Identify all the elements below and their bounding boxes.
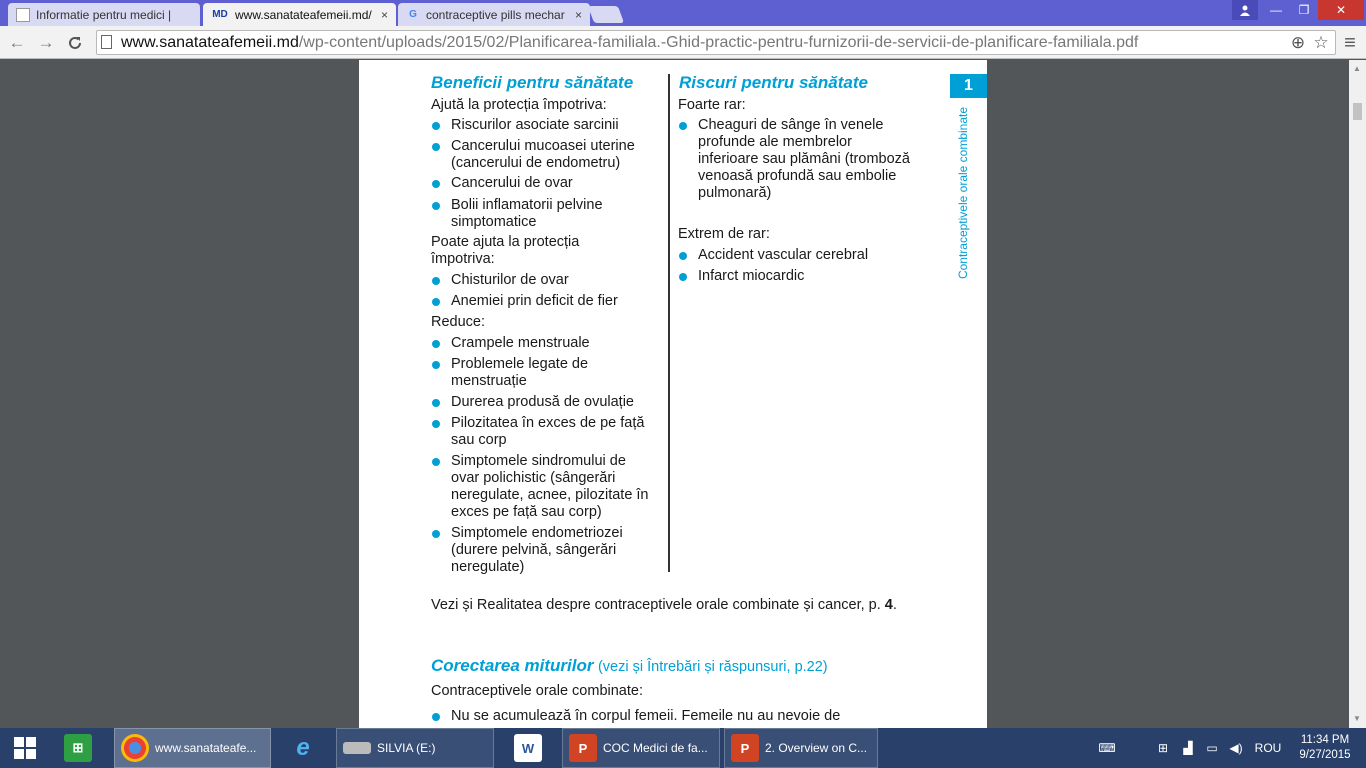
myths-intro: Contraceptivele orale combinate: — [431, 683, 643, 699]
list-item: Infarct miocardic — [698, 268, 805, 284]
bullet-icon — [679, 252, 687, 260]
taskbar-powerpoint-1[interactable] — [562, 728, 720, 768]
google-favicon-icon: G — [409, 9, 417, 20]
zoom-icon[interactable]: ⊕ — [1290, 33, 1306, 52]
signal-icon[interactable]: ▟ — [1183, 741, 1193, 755]
list-item: Pilozitatea în exces de pe față sau corp — [451, 415, 645, 448]
address-bar[interactable] — [96, 30, 1336, 55]
list-item: Riscurilor asociate sarcinii — [451, 117, 619, 133]
list-item: Cancerului mucoasei uterine (cancerului de endometru) — [451, 138, 635, 171]
close-tab-icon[interactable]: × — [574, 7, 582, 22]
benefits-intro: Ajută la protecția împotriva: — [431, 97, 607, 113]
bullet-icon — [679, 122, 687, 130]
address-domain: www.sanatateafemeii.md — [121, 33, 299, 51]
tab-sanatateafemeii[interactable] — [203, 3, 396, 26]
scroll-down-icon[interactable]: ▼ — [1353, 714, 1361, 723]
language-indicator[interactable]: ROU — [1254, 741, 1282, 755]
powerpoint-icon: P — [731, 734, 759, 762]
bullet-icon — [432, 713, 440, 721]
taskbar-drive[interactable] — [336, 728, 494, 768]
see-also-text: Vezi și Realitatea despre contraceptivele orale combinate și cancer, p. — [431, 597, 881, 613]
start-button[interactable] — [8, 728, 42, 768]
clock-time: 11:34 PM — [1300, 734, 1350, 746]
bullet-icon — [432, 180, 440, 188]
back-arrow-icon[interactable]: ← — [8, 33, 26, 52]
chrome-icon — [121, 734, 149, 762]
list-item: Durerea produsă de ovulație — [451, 394, 634, 410]
list-item: Cheaguri de sânge în venele profunde ale membrelor inferioare sau plămâni (tromboză venoasă profundă sau embolie pulmonară) — [698, 117, 910, 201]
see-also-page: 4 — [884, 597, 893, 613]
user-icon[interactable] — [1232, 0, 1258, 20]
volume-icon[interactable]: ◀) — [1229, 741, 1243, 755]
bullet-icon — [432, 420, 440, 428]
reload-icon[interactable] — [64, 32, 86, 54]
powerpoint-icon: P — [569, 734, 597, 762]
reduces-label: Reduce: — [431, 314, 486, 330]
list-item: Problemele legate de menstruație — [451, 356, 589, 389]
list-item: Simptomele endometriozei (durere pelvină, sângerări neregulate) — [451, 525, 623, 575]
see-also-end: . — [892, 597, 897, 613]
taskbar-item-label: COC Medici de fa... — [603, 741, 708, 755]
benefits-intro-2: Poate ajuta la protecția împotriva: — [431, 234, 580, 267]
tab-title: contraceptive pills mechar — [426, 7, 565, 22]
bullet-icon — [432, 340, 440, 348]
page-icon — [16, 8, 30, 22]
very-rare-label: Foarte rar: — [678, 97, 746, 113]
chapter-number-tab: 1 — [950, 74, 987, 98]
column-divider — [668, 74, 670, 572]
word-icon[interactable]: W — [507, 728, 555, 768]
bookmark-star-icon[interactable]: ☆ — [1313, 33, 1329, 52]
scrollbar-thumb[interactable] — [1353, 103, 1362, 120]
pdf-page — [359, 60, 987, 728]
forward-arrow-icon[interactable]: → — [37, 33, 55, 52]
vertical-scrollbar[interactable] — [1349, 60, 1366, 728]
bullet-icon — [432, 298, 440, 306]
list-item: Nu se acumulează în corpul femeii. Femeile nu au nevoie de — [451, 708, 841, 724]
benefits-heading: Beneficii pentru sănătate — [431, 73, 634, 92]
list-item: Cancerului de ovar — [451, 175, 573, 191]
taskbar-item-label: www.sanatateafe... — [155, 741, 257, 755]
address-path: /wp-content/uploads/2015/02/Planificarea-familiala.-Ghid-practic-pentru-furnizorii-de-servicii-de-planificare-familiala.pdf — [298, 33, 1139, 51]
restore-icon[interactable]: ❐ — [1298, 3, 1310, 17]
myths-heading-line — [431, 656, 828, 676]
taskbar-powerpoint-2[interactable] — [724, 728, 878, 768]
browser-toolbar — [0, 26, 1366, 59]
tab-strip — [0, 0, 1366, 26]
list-item: Accident vascular cerebral — [698, 247, 869, 263]
minimize-icon[interactable]: — — [1270, 3, 1282, 17]
myths-heading: Corectarea miturilor — [431, 656, 594, 675]
md-favicon-icon: MD — [212, 9, 228, 20]
taskbar — [0, 728, 1366, 768]
taskbar-chrome[interactable] — [114, 728, 271, 768]
myths-reference: (vezi și Întrebări și răspunsuri, p.22) — [597, 659, 828, 675]
internet-explorer-icon[interactable]: e — [296, 734, 310, 761]
pdf-viewer[interactable] — [0, 60, 1349, 728]
risks-heading: Riscuri pentru sănătate — [679, 73, 868, 92]
network-tray-icon[interactable]: ⊞ — [1157, 741, 1169, 755]
clock-date: 9/27/2015 — [1299, 749, 1351, 761]
bullet-icon — [432, 277, 440, 285]
bullet-icon — [432, 399, 440, 407]
list-item: Anemiei prin deficit de fier — [451, 293, 618, 309]
tab-google-search[interactable] — [398, 3, 590, 26]
bullet-icon — [679, 273, 687, 281]
bullet-icon — [432, 202, 440, 210]
chapter-side-text: Contraceptivele orale combinate — [956, 106, 970, 280]
close-window-icon[interactable]: ✕ — [1318, 0, 1364, 20]
bullet-icon — [432, 143, 440, 151]
bullet-icon — [432, 122, 440, 130]
extremely-rare-label: Extrem de rar: — [678, 226, 770, 242]
bullet-icon — [432, 458, 440, 466]
taskbar-item-label: 2. Overview on C... — [765, 741, 868, 755]
close-tab-icon[interactable]: × — [380, 7, 388, 22]
bullet-icon — [432, 530, 440, 538]
list-item: Simptomele sindromului de ovar polichistic (sângerări neregulate, acnee, pilozitate în exces pe față sau corp) — [451, 453, 649, 520]
page-info-icon[interactable] — [101, 35, 112, 49]
list-item: Crampele menstruale — [451, 335, 590, 351]
bullet-icon — [432, 361, 440, 369]
chapter-side-label — [956, 102, 970, 284]
menu-icon[interactable]: ≡ — [1344, 31, 1356, 54]
tab-title: www.sanatateafemeii.md/ — [235, 7, 372, 22]
drive-icon — [343, 742, 371, 754]
tab-informatie[interactable] — [8, 3, 200, 26]
keyboard-icon[interactable]: ⌨ — [1098, 741, 1116, 755]
store-icon[interactable]: ⊞ — [60, 728, 102, 768]
list-item: Chisturilor de ovar — [451, 272, 569, 288]
battery-icon[interactable]: ▭ — [1206, 741, 1218, 755]
tab-title: Informatie pentru medici | — [36, 7, 172, 22]
clock[interactable] — [1290, 728, 1360, 768]
list-item: Bolii inflamatorii pelvine simptomatice — [451, 197, 603, 230]
see-also-paragraph — [431, 597, 911, 614]
taskbar-item-label: SILVIA (E:) — [377, 741, 436, 755]
new-tab-button[interactable] — [588, 6, 624, 23]
scroll-up-icon[interactable]: ▲ — [1353, 64, 1361, 73]
